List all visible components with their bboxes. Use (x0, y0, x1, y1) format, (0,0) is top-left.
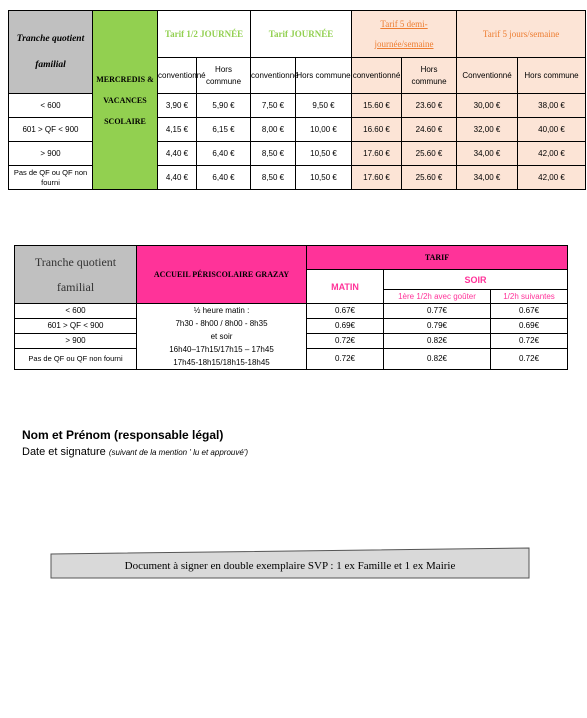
subheader-cell: Hors commune (518, 58, 586, 94)
subheader-cell: conventionné (352, 58, 402, 94)
table-cell: 24.60 € (402, 118, 457, 142)
table-cell: 0.82€ (384, 348, 491, 369)
table-cell: 0.67€ (307, 304, 384, 319)
table-cell: 25.60 € (402, 166, 457, 190)
table-cell: 8,50 € (251, 166, 296, 190)
table-cell: 8,00 € (251, 118, 296, 142)
table-cell: 6,15 € (197, 118, 251, 142)
five-half-days-header: Tarif 5 demi-journée/semaine (352, 11, 457, 58)
subheader-cell: conventionné (251, 58, 296, 94)
subheader-cell: conventionné (158, 58, 197, 94)
table-cell: 6,40 € (197, 142, 251, 166)
table-cell: 38,00 € (518, 94, 586, 118)
signature-title: Nom et Prénom (responsable légal) (22, 428, 224, 442)
tarif-table-periscolaire (14, 245, 568, 370)
table-cell: 34,00 € (457, 166, 518, 190)
table-cell: 0.79€ (384, 318, 491, 333)
half-day-header: Tarif 1/2 JOURNÉE (158, 11, 251, 58)
subheader-cell: Hors commune (402, 58, 457, 94)
table-cell: 0.72€ (307, 333, 384, 348)
table-cell: 4,15 € (158, 118, 197, 142)
table-cell: 16.60 € (352, 118, 402, 142)
table-cell: 8,50 € (251, 142, 296, 166)
table-cell: 17.60 € (352, 142, 402, 166)
table-cell: 7,50 € (251, 94, 296, 118)
table-cell: 0.69€ (491, 318, 568, 333)
row-label: > 900 (9, 142, 93, 166)
accueil-header: ACCUEIL PÉRISCOLAIRE GRAZAY (137, 246, 307, 304)
table-cell: 0.72€ (491, 333, 568, 348)
table-cell: 4,40 € (158, 166, 197, 190)
tarif-table-mercredis (8, 10, 586, 190)
table-cell: 42,00 € (518, 166, 586, 190)
table-cell: 25.60 € (402, 142, 457, 166)
table-cell: 23.60 € (402, 94, 457, 118)
row-label: 601 > QF < 900 (15, 318, 137, 333)
table-cell: 30,00 € (457, 94, 518, 118)
table-cell: 0.69€ (307, 318, 384, 333)
table-row (15, 304, 568, 319)
table-cell: 0.82€ (384, 333, 491, 348)
table-cell: 0.67€ (491, 304, 568, 319)
banner-text: Document à signer en double exemplaire SVP : 1 ex Famille et 1 ex Mairie (124, 560, 456, 572)
table-cell: 0.72€ (491, 348, 568, 369)
table-cell: 5,90 € (197, 94, 251, 118)
signature-subtitle: Date et signature (suivant de la mention ' lu et approuvé') (22, 446, 248, 458)
table-cell: 0.72€ (307, 348, 384, 369)
tarif-header: TARIF (307, 246, 568, 270)
table-cell: 34,00 € (457, 142, 518, 166)
row-label: < 600 (9, 94, 93, 118)
row-label: < 600 (15, 304, 137, 319)
signature-note: (suivant de la mention ' lu et approuvé') (108, 448, 248, 457)
soir-first-header: 1ère 1/2h avec goûter (384, 290, 491, 304)
soir-header: SOIR (384, 270, 568, 290)
schedule-cell: ½ heure matin : 7h30 - 8h00 / 8h00 - 8h35 et soir 16h40–17h15/17h15 – 17h45 17h45-18h15/18h15-18h45 (137, 304, 307, 370)
table-cell: 10,50 € (296, 166, 352, 190)
soir-next-header: 1/2h suivantes (491, 290, 568, 304)
row-label: Pas de QF ou QF non fourni (15, 348, 137, 369)
table-cell: 9,50 € (296, 94, 352, 118)
table-cell: 10,50 € (296, 142, 352, 166)
table-cell: 32,00 € (457, 118, 518, 142)
table-cell: 40,00 € (518, 118, 586, 142)
matin-header: MATIN (307, 270, 384, 304)
qf-header: Tranche quotient familial (9, 11, 93, 94)
subheader-cell: Conventionné (457, 58, 518, 94)
table-cell: 10,00 € (296, 118, 352, 142)
table-cell: 17.60 € (352, 166, 402, 190)
table-cell: 42,00 € (518, 142, 586, 166)
row-label: Pas de QF ou QF non fourni (9, 166, 93, 190)
row-label: > 900 (15, 333, 137, 348)
table-cell: 4,40 € (158, 142, 197, 166)
double-copy-banner (51, 548, 529, 578)
row-label: 601 > QF < 900 (9, 118, 93, 142)
table-cell: 3,90 € (158, 94, 197, 118)
table-cell: 0.77€ (384, 304, 491, 319)
subheader-cell: Hors commune (197, 58, 251, 94)
mercredis-header: MERCREDIS & VACANCES SCOLAIRE (93, 11, 158, 190)
table-cell: 15.60 € (352, 94, 402, 118)
subheader-cell: Hors commune (296, 58, 352, 94)
five-days-header: Tarif 5 jours/semaine (457, 11, 586, 58)
table-cell: 6,40 € (197, 166, 251, 190)
qf-header: Tranche quotient familial (15, 246, 137, 304)
day-header: Tarif JOURNÉE (251, 11, 352, 58)
